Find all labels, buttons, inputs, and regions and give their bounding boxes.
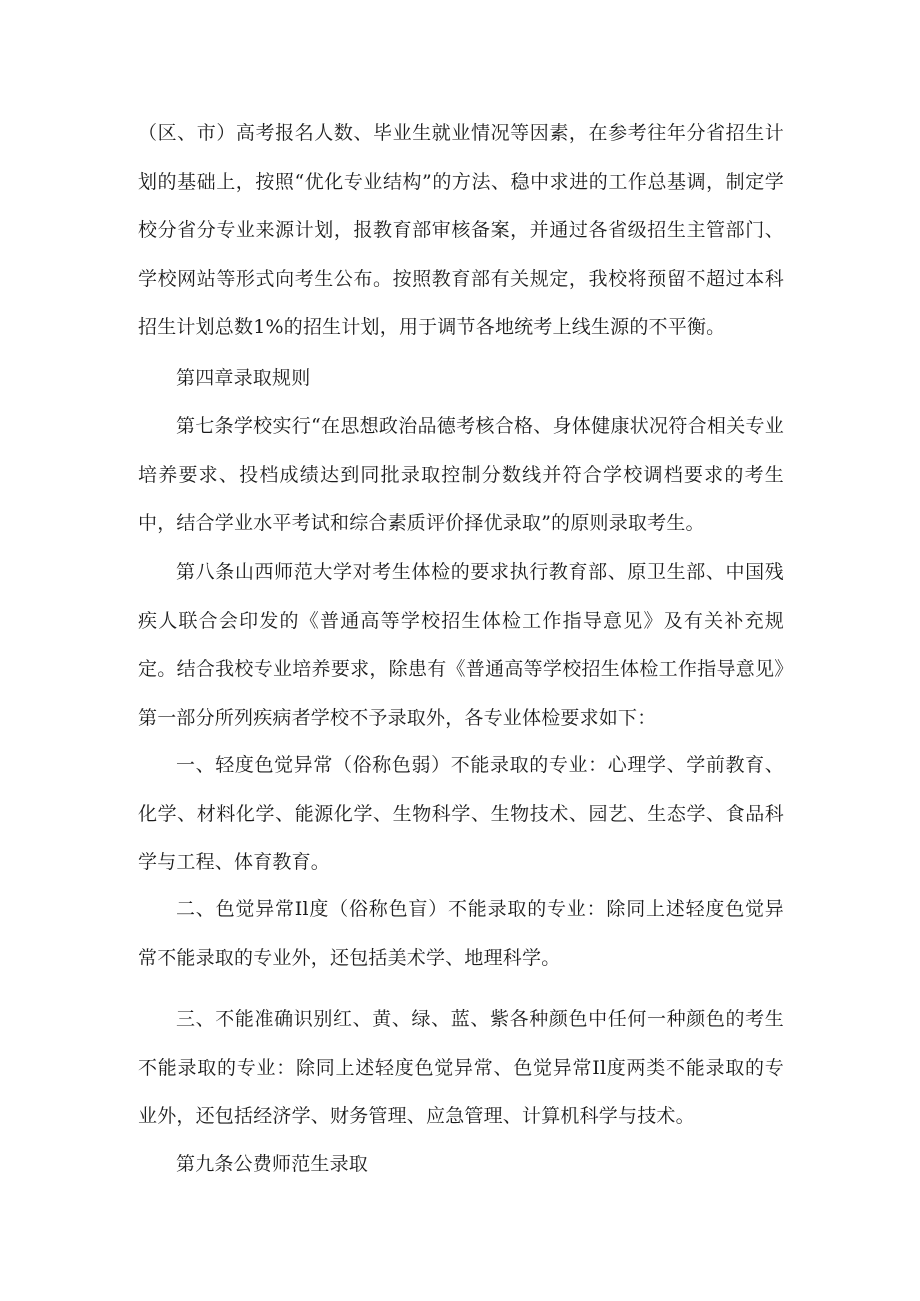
paragraph-item-2-color-blindness: 二、色觉异常Il度（俗称色盲）不能录取的专业：除同上述轻度色觉异常不能录取的专业外，还包括美术学、地理科学。	[138, 898, 784, 969]
chapter-heading-admission-rules: 第四章录取规则	[176, 367, 311, 389]
paragraph-article-7: 第七条学校实行“在思想政治品德考核合格、身体健康状况符合相关专业培养要求、投档成绩达到同批录取控制分数线并符合学校调档要求的考生中，结合学业水平考试和综合素质评价择优录取”的原则录取考生。	[138, 415, 784, 534]
paragraph-item-1-color-weakness: 一、轻度色觉异常（俗称色弱）不能录取的专业：心理学、学前教育、化学、材料化学、能源化学、生物科学、生物技术、园艺、生态学、食品科学与工程、体育教育。	[138, 754, 784, 873]
paragraph-enrollment-plan: （区、市）高考报名人数、毕业生就业情况等因素，在参考往年分省招生计划的基础上，按照“优化专业结构”的方法、稳中求进的工作总基调，制定学校分省分专业来源计划，报教育部审核备案，并通过各省级招生主管部门、学校网站等形式向考生公布。按照教育部有关规定，我校将预留不超过本科招生计划总数1%的招生计划，用于调节各地统考上线生源的不平衡。	[138, 122, 784, 338]
paragraph-article-8: 第八条山西师范大学对考生体检的要求执行教育部、原卫生部、中国残疾人联合会印发的《普通高等学校招生体检工作指导意见》及有关补充规定。结合我校专业培养要求，除患有《普通高等学校招生体检工作指导意见》第一部分所列疾病者学校不予录取外，各专业体检要求如下：	[138, 561, 784, 729]
paragraph-item-3-color-recognition: 三、不能准确识别红、黄、绿、蓝、紫各种颜色中任何一种颜色的考生不能录取的专业：除同上述轻度色觉异常、色觉异常Il度两类不能录取的专业外，还包括经济学、财务管理、应急管理、计算机科学与技术。	[138, 1008, 784, 1127]
article-heading-public-funded-normal-students: 第九条公费师范生录取	[176, 1153, 369, 1175]
